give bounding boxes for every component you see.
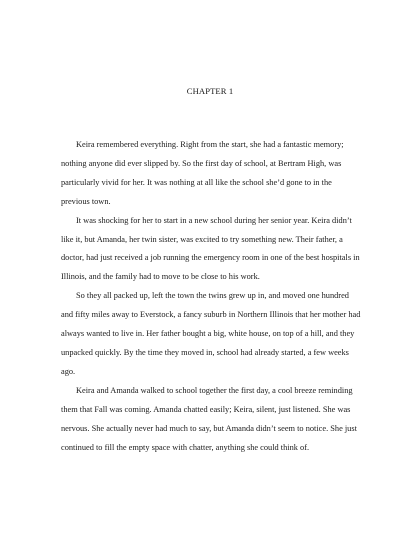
paragraph-3: So they all packed up, left the town the twins grew up in, and moved one hundred and fifty miles away to Everstock, a fancy suburb in Northern Illinois that her mother had always wanted to live in. Her father bought a big, white house, on top of a hill, and they unpacked quickly. By the time they moved in, school had already started, a few weeks ago. <box>61 291 361 376</box>
paragraph-4: Keira and Amanda walked to school together the first day, a cool breeze reminding them that Fall was coming. Amanda chatted easily; Keira, silent, just listened. She was nervous. She actually never had much to say, but Amanda didn’t seem to notice. She just continued to fill the empty space with chatter, anything she could think of. <box>61 385 357 452</box>
chapter-body <box>61 136 361 457</box>
paragraph-1: Keira remembered everything. Right from the start, she had a fantastic memory; nothing anyone did ever slipped by. So the first day of school, at Bertram High, was particularly vivid for her. It was nothing at all like the school she’d gone to in the previous town. <box>61 140 344 206</box>
paragraph-2: It was shocking for her to start in a new school during her senior year. Keira didn’t like it, but Amanda, her twin sister, was excited to try something new. Their father, a doctor, had just received a job running the emergency room in one of the best hospitals in Illinois, and the family had to move to be close to his work. <box>61 215 360 282</box>
chapter-heading: CHAPTER 1 <box>186 86 234 96</box>
